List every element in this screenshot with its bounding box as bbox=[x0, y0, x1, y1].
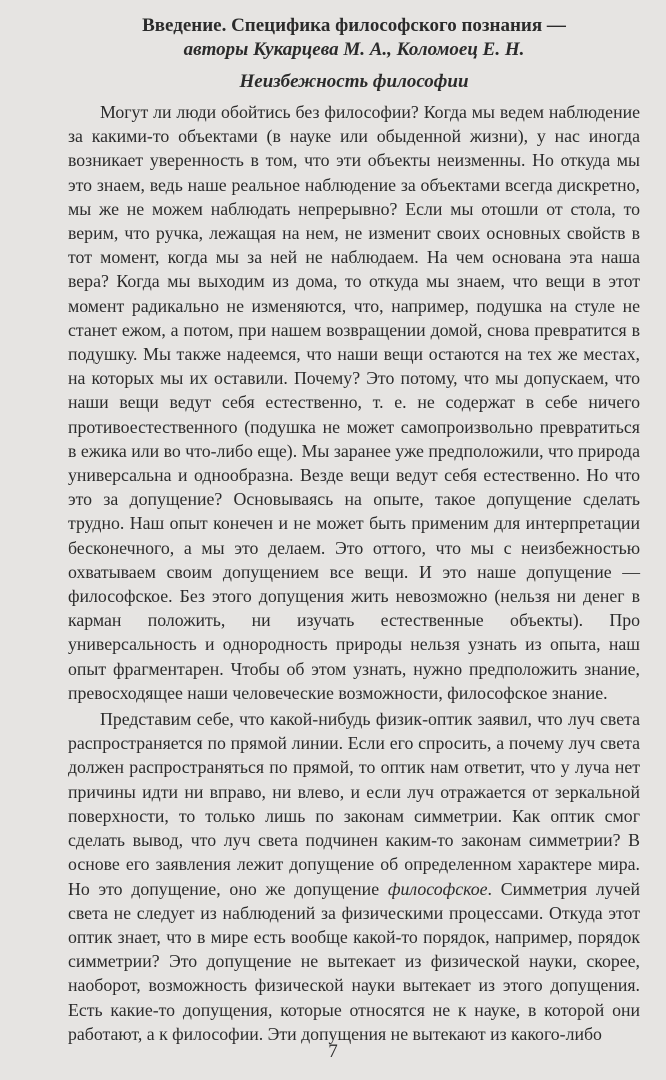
paragraph-2-tail: . Симметрия лучей света не следует из наблюдений за физическими процессами. Откуда этот оптик знает, что в мире есть вообще какой-то порядок, например, порядок симметрии? Это допущение не вытекает из физической науки, скорее, наоборот, возможность физической науки вытекает из этого допущения. Есть какие-то допущения, которые относятся не к науке, в которой они работают, а к философии. Эти допущения не вытекают из какого-либо bbox=[68, 878, 640, 1044]
chapter-authors: авторы Кукарцева М. А., Коломоец Е. Н. bbox=[183, 39, 525, 60]
chapter-title bbox=[68, 14, 640, 62]
paragraph-2-emphasis: философское bbox=[387, 878, 488, 899]
paragraph-1-text: Могут ли люди обойтись без философии? Когда мы ведем наблюдение за какими-то объектами (в науке или обыденной жизни), у нас иногда возникает уверенность в том, что эти объекты неизменны. Но откуда мы это знаем, ведь наше реальное наблюдение за объектами всегда дискретно, мы же не можем наблюдать непрерывно? Если мы отошли от стола, то верим, что ручка, лежащая на нем, не изменит своих основных свойств в тот момент, когда мы за ней не наблюдаем. На чем основана эта наша вера? Когда мы выходим из дома, то откуда мы знаем, что вещи в этот момент радикально не изменяются, что, например, подушка на стуле не станет ежом, а потом, при нашем возвращении домой, снова превратится в подушку. Мы также надеемся, что наши вещи остаются на тех же местах, на которых мы их оставили. Почему? Это потому, что мы допускаем, что наши вещи ведут себя естественно, т. е. не содержат в себе ничего противоестественного (подушка не может самопроизвольно превратиться в ежика или во что-либо еще). Мы заранее уже предположили, что природа универсальна и однообразна. Везде вещи ведут себя естественно. Но что это за допущение? Основываясь на опыте, такое допущение сделать трудно. Наш опыт конечен и не может быть применим для интерпретации бесконечного, а мы это делаем. Это оттого, что мы с неизбежностью охватываем своим допущением все вещи. И это наше допущение — философское. Без этого допущения жить невозможно (нельзя ни денег в карман положить, ни изучать естественные объекты). Про универсальность и однородность природы нельзя узнать из опыта, наш опыт фрагментарен. Чтобы об этом узнать, нужно предположить знание, превосходящее наши человеческие возможности, философское знание. bbox=[68, 102, 640, 703]
page-number: 7 bbox=[328, 1041, 338, 1062]
chapter-title-main: Введение. Специфика философского познания — bbox=[142, 15, 566, 36]
section-title: Неизбежность философии bbox=[239, 71, 469, 92]
paragraph-2-text: Представим себе, что какой-нибудь физик-оптик заявил, что луч света распространяется по прямой линии. Если его спросить, а почему луч света должен распространяться по прямой, то оптик нам ответит, что у луча нет причины идти ни вправо, ни влево, и если луч отражается от зеркальной поверхности, то только лишь по законам симметрии. Как оптик смог сделать вывод, что луч света подчинен каким-то законам симметрии? В основе его заявления лежит допущение об определенном характере мира. Но это допущение, оно же допущение bbox=[68, 709, 640, 899]
paragraph-1 bbox=[68, 100, 640, 705]
paragraph-2 bbox=[68, 707, 640, 1046]
